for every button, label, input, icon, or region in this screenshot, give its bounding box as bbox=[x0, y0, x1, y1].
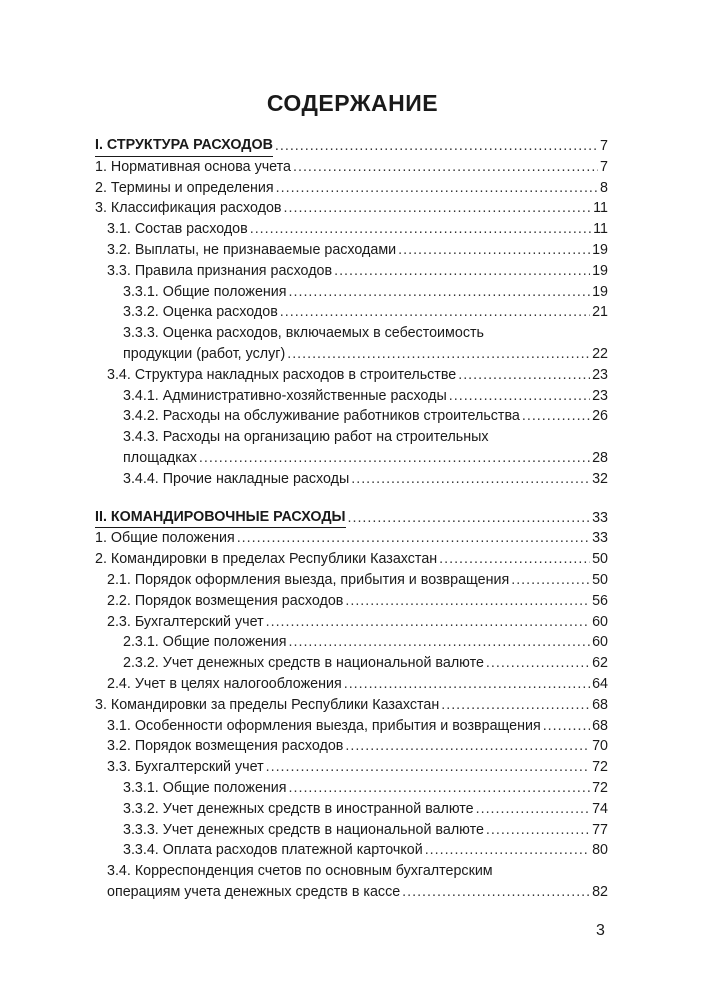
toc-entry-text: I. СТРУКТУРА РАСХОДОВ bbox=[95, 135, 273, 157]
toc-entry-page: 56 bbox=[592, 592, 608, 609]
toc-entry[interactable] bbox=[95, 861, 608, 882]
toc-entry-continued[interactable] bbox=[95, 344, 608, 365]
page-number: 3 bbox=[596, 922, 605, 939]
toc-entry-page: 19 bbox=[592, 262, 608, 279]
toc-entry-text: 3.3.4. Оплата расходов платежной карточкой bbox=[123, 842, 423, 859]
toc-entry[interactable] bbox=[95, 799, 608, 820]
toc-entry[interactable] bbox=[95, 302, 608, 323]
toc-entry[interactable] bbox=[95, 178, 608, 199]
toc-entry-text: 3.3.2. Оценка расходов bbox=[123, 304, 278, 321]
toc-entry-text: II. КОМАНДИРОВОЧНЫЕ РАСХОДЫ bbox=[95, 507, 346, 529]
toc-entry[interactable] bbox=[95, 406, 608, 427]
toc-entry-page: 11 bbox=[593, 221, 608, 238]
toc-entry-text: 2.3. Бухгалтерский учет bbox=[107, 613, 264, 630]
toc-entry[interactable] bbox=[95, 198, 608, 219]
toc-entry-page: 19 bbox=[592, 283, 608, 300]
toc-entry[interactable] bbox=[95, 612, 608, 633]
toc-entry-page: 72 bbox=[592, 779, 608, 796]
toc-entry-page: 64 bbox=[592, 675, 608, 692]
toc-entry-page: 50 bbox=[592, 551, 608, 568]
toc-entry-page: 22 bbox=[592, 345, 608, 362]
toc-entry-page: 7 bbox=[600, 138, 608, 154]
toc-entry[interactable] bbox=[95, 240, 608, 261]
toc-entry[interactable] bbox=[95, 365, 608, 386]
toc-entry-text: 2. Термины и определения bbox=[95, 179, 274, 196]
toc-entry[interactable] bbox=[95, 695, 608, 716]
toc-entry[interactable] bbox=[95, 528, 608, 549]
toc-entry-page: 72 bbox=[592, 759, 608, 776]
toc-section-heading[interactable] bbox=[95, 136, 608, 157]
toc-entry-text: 3.4. Корреспонденция счетов по основным бухгалтерским bbox=[107, 863, 493, 880]
toc-entry-text: 3.2. Порядок возмещения расходов bbox=[107, 738, 344, 755]
toc-entry[interactable] bbox=[95, 157, 608, 178]
toc-entry-page: 33 bbox=[592, 509, 608, 526]
toc-entry[interactable] bbox=[95, 386, 608, 407]
toc-entry-page: 70 bbox=[592, 738, 608, 755]
toc-entry-text: 3.4.1. Административно-хозяйственные расходы bbox=[123, 387, 447, 404]
toc-entry-text: площадках bbox=[123, 449, 197, 466]
toc-entry-page: 32 bbox=[592, 470, 608, 487]
toc-entry[interactable] bbox=[95, 632, 608, 653]
toc-entry-page: 60 bbox=[592, 613, 608, 630]
toc-entry-text: 3.2. Выплаты, не признаваемые расходами bbox=[107, 241, 397, 258]
toc-entry[interactable] bbox=[95, 549, 608, 570]
toc-entry-text: 3.4.2. Расходы на обслуживание работников строительства bbox=[123, 408, 520, 425]
toc-entry-text: 2.3.1. Общие положения bbox=[123, 634, 287, 651]
toc-entry-text: операциям учета денежных средств в кассе bbox=[107, 883, 401, 900]
toc-entry-page: 19 bbox=[592, 241, 608, 258]
toc-entry-text: 3.3.1. Общие положения bbox=[123, 283, 287, 300]
toc-entry[interactable] bbox=[95, 219, 608, 240]
toc-entry[interactable] bbox=[95, 820, 608, 841]
toc-entry[interactable] bbox=[95, 674, 608, 695]
toc-entry-page: 28 bbox=[592, 449, 608, 466]
toc-entry-page: 62 bbox=[592, 655, 608, 672]
toc-entry-text: 3.4.4. Прочие накладные расходы bbox=[123, 470, 350, 487]
toc-entry-text: 3.3. Правила признания расходов bbox=[107, 262, 333, 279]
toc-section-heading[interactable] bbox=[95, 508, 608, 529]
toc-entry-text: 3.4.3. Расходы на организацию работ на строительных bbox=[123, 429, 489, 446]
toc-entry-page: 68 bbox=[592, 717, 608, 734]
toc-entry-page: 50 bbox=[592, 571, 608, 588]
toc-entry-page: 77 bbox=[592, 821, 608, 838]
toc-entry[interactable] bbox=[95, 591, 608, 612]
toc-entry-text: 2. Командировки в пределах Республики Казахстан bbox=[95, 551, 438, 568]
toc-entry-page: 80 bbox=[592, 842, 608, 859]
toc-entry-text: 3.1. Состав расходов bbox=[107, 221, 248, 238]
toc-entry-page: 7 bbox=[600, 158, 608, 175]
toc-entry-continued[interactable] bbox=[95, 448, 608, 469]
toc-entry-text: 3. Командировки за пределы Республики Казахстан bbox=[95, 696, 440, 713]
toc-entry-text: 3.4. Структура накладных расходов в строительстве bbox=[107, 366, 457, 383]
toc-entry-text: 3. Классификация расходов bbox=[95, 200, 282, 217]
toc-entry[interactable] bbox=[95, 469, 608, 490]
toc-entry[interactable] bbox=[95, 427, 608, 448]
toc-entry-text: 2.4. Учет в целях налогообложения bbox=[107, 675, 342, 692]
toc-entry-page: 21 bbox=[592, 304, 608, 321]
page-title: СОДЕРЖАНИЕ bbox=[266, 90, 439, 116]
toc-entry-page: 23 bbox=[592, 387, 608, 404]
toc-entry[interactable] bbox=[95, 653, 608, 674]
toc-entry-page: 68 bbox=[592, 696, 608, 713]
toc-entry-text: 2.3.2. Учет денежных средств в национальной валюте bbox=[123, 655, 484, 672]
toc-entry-text: 2.2. Порядок возмещения расходов bbox=[107, 592, 344, 609]
toc-entry-text: 2.1. Порядок оформления выезда, прибытия и возвращения bbox=[107, 571, 510, 588]
toc-entry-page: 82 bbox=[592, 883, 608, 900]
toc-entry[interactable] bbox=[95, 282, 608, 303]
toc-entry-page: 74 bbox=[592, 800, 608, 817]
toc-entry[interactable] bbox=[95, 736, 608, 757]
toc-entry[interactable] bbox=[95, 323, 608, 344]
toc-entry[interactable] bbox=[95, 716, 608, 737]
table-of-contents bbox=[95, 136, 608, 903]
toc-entry-text: 1. Нормативная основа учета bbox=[95, 158, 291, 175]
toc-entry[interactable] bbox=[95, 757, 608, 778]
toc-entry[interactable] bbox=[95, 778, 608, 799]
toc-entry-text: 3.3. Бухгалтерский учет bbox=[107, 759, 264, 776]
toc-entry[interactable] bbox=[95, 840, 608, 861]
toc-entry[interactable] bbox=[95, 261, 608, 282]
toc-entry-text: 3.3.3. Оценка расходов, включаемых в себестоимость bbox=[123, 325, 484, 342]
toc-entry-page: 11 bbox=[593, 200, 608, 217]
toc-entry-text: 3.1. Особенности оформления выезда, прибытия и возвращения bbox=[107, 717, 541, 734]
toc-entry-continued[interactable] bbox=[95, 882, 608, 903]
toc-entry-text: 3.3.1. Общие положения bbox=[123, 779, 287, 796]
toc-entry-page: 26 bbox=[592, 408, 608, 425]
toc-entry-page: 60 bbox=[592, 634, 608, 651]
toc-entry-page: 8 bbox=[600, 179, 608, 196]
toc-entry-page: 23 bbox=[592, 366, 608, 383]
toc-entry-page: 33 bbox=[592, 530, 608, 547]
toc-entry-text: 3.3.3. Учет денежных средств в национальной валюте bbox=[123, 821, 484, 838]
toc-entry-text: продукции (работ, услуг) bbox=[123, 345, 286, 362]
toc-entry-text: 3.3.2. Учет денежных средств в иностранной валюте bbox=[123, 800, 474, 817]
toc-entry[interactable] bbox=[95, 570, 608, 591]
toc-entry-text: 1. Общие положения bbox=[95, 530, 235, 547]
